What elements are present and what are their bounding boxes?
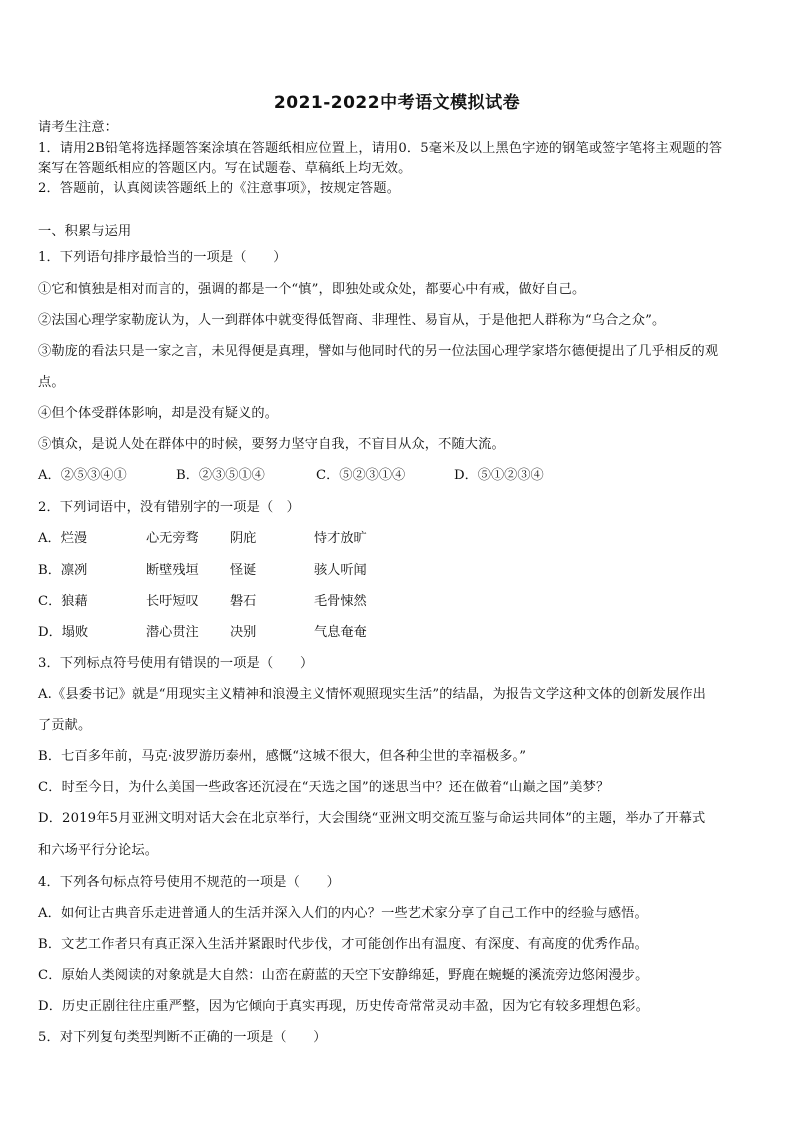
notice-item: 2．答题前，认真阅读答题纸上的《注意事项》，按规定答题。 [38, 181, 401, 196]
q2-cell: 怪诞 [230, 563, 257, 578]
section-heading: 一、积累与运用 [38, 224, 132, 239]
q2-cell: B．凛冽 [38, 563, 88, 578]
q2-cell: 毛骨悚然 [314, 594, 367, 609]
q2-cell: 骇人听闻 [314, 563, 367, 578]
q3-option-line: 了贡献。 [38, 718, 92, 733]
notice-heading: 请考生注意： [38, 120, 119, 135]
question-stem-3: 3．下列标点符号使用有错误的一项是（ ） [38, 656, 314, 671]
q1-sentence: ④但个体受群体影响，却是没有疑义的。 [38, 406, 279, 421]
page-title: 2021-2022中考语文模拟试卷 [273, 93, 521, 113]
q1-options [38, 468, 544, 484]
q1-sentence: ②法国心理学家勒庞认为，人一到群体中就变得低智商、非理性、易盲从，于是他把人群称为“乌合之众”。 [38, 313, 666, 328]
q1-sentence: ①它和慎独是相对而言的，强调的都是一个“慎”，即独处或众处，都要心中有戒，做好自己。 [38, 282, 586, 297]
notice-item: 案写在答题纸相应的答题区内。写在试题卷、草稿纸上均无效。 [38, 161, 412, 176]
q4-option-line: C．原始人类阅读的对象就是大自然：山峦在蔚蓝的天空下安静绵延，野鹿在蜿蜒的溪流旁边悠闲漫步。 [38, 968, 649, 983]
q2-cell: A．烂漫 [38, 531, 88, 546]
q2-cell: 磐石 [230, 594, 257, 609]
q4-option-line: A．如何让古典音乐走进普通人的生活并深入人们的内心？一些艺术家分享了自己工作中的经验与感悟。 [38, 906, 648, 921]
q3-option-line: 和六场平行分论坛。 [38, 843, 159, 858]
q1-option-d: D．⑤①②③④ [454, 468, 544, 483]
q3-option-line: D．2019年5月亚洲文明对话大会在北京举行，大会围绕“亚洲文明交流互鉴与命运共同体”的主题，举办了开幕式 [38, 811, 706, 826]
q1-sentence: ③勒庞的看法只是一家之言，未见得便是真理，譬如与他同时代的另一位法国心理学家塔尔德便提出了几乎相反的观 [38, 344, 719, 359]
q3-option-line: A.《县委书记》就是“用现实主义精神和浪漫主义情怀观照现实生活”的结晶，为报告文学这种文体的创新发展作出 [38, 687, 706, 702]
q1-option-c: C．⑤②③①④ [316, 468, 406, 483]
q2-cell: 心无旁骛 [146, 531, 199, 546]
q3-option-line: B．七百多年前，马克·波罗游历泰州，感慨“这城不很大，但各种尘世的幸福极多。” [38, 749, 527, 764]
q2-cell: C．狼藉 [38, 594, 88, 609]
q1-sentence: 点。 [38, 375, 65, 390]
q2-cell: 气息奄奄 [314, 625, 367, 640]
q1-option-b: B．②③⑤①④ [176, 468, 265, 483]
q2-cell: 决别 [230, 625, 257, 640]
q2-cell: 恃才放旷 [314, 531, 367, 546]
q2-cell: 断壁残垣 [146, 563, 199, 578]
question-stem-1: 1．下列语句排序最恰当的一项是（ ） [38, 250, 287, 265]
q3-option-line: C．时至今日，为什么美国一些政客还沉浸在“天选之国”的迷思当中？还在做着“山巅之国”美梦？ [38, 780, 610, 795]
q2-cell: 阴庇 [230, 531, 257, 546]
notice-item: 1．请用2B铅笔将选择题答案涂填在答题纸相应位置上，请用0．5毫米及以上黑色字迹的钢笔或签字笔将主观题的答 [38, 141, 723, 156]
question-stem-2: 2．下列词语中，没有错别字的一项是（ ） [38, 500, 300, 515]
q1-option-a: A．②⑤③④① [38, 468, 127, 483]
q1-sentence: ⑤慎众，是说人处在群体中的时候，要努力坚守自我，不盲目从众，不随大流。 [38, 437, 505, 452]
question-stem-5: 5．对下列复句类型判断不正确的一项是（ ） [38, 1030, 327, 1045]
question-stem-4: 4．下列各句标点符号使用不规范的一项是（ ） [38, 875, 340, 890]
q4-option-line: B．文艺工作者只有真正深入生活并紧跟时代步伐，才可能创作出有温度、有深度、有高度的优秀作品。 [38, 937, 649, 952]
q2-cell: 长吁短叹 [146, 594, 199, 609]
q2-cell: 潜心贯注 [146, 625, 199, 640]
q4-option-line: D．历史正剧往往庄重严整，因为它倾向于真实再现，历史传奇常常灵动丰盈，因为它有较多理想色彩。 [38, 999, 649, 1014]
q2-cell: D．塌败 [38, 625, 89, 640]
